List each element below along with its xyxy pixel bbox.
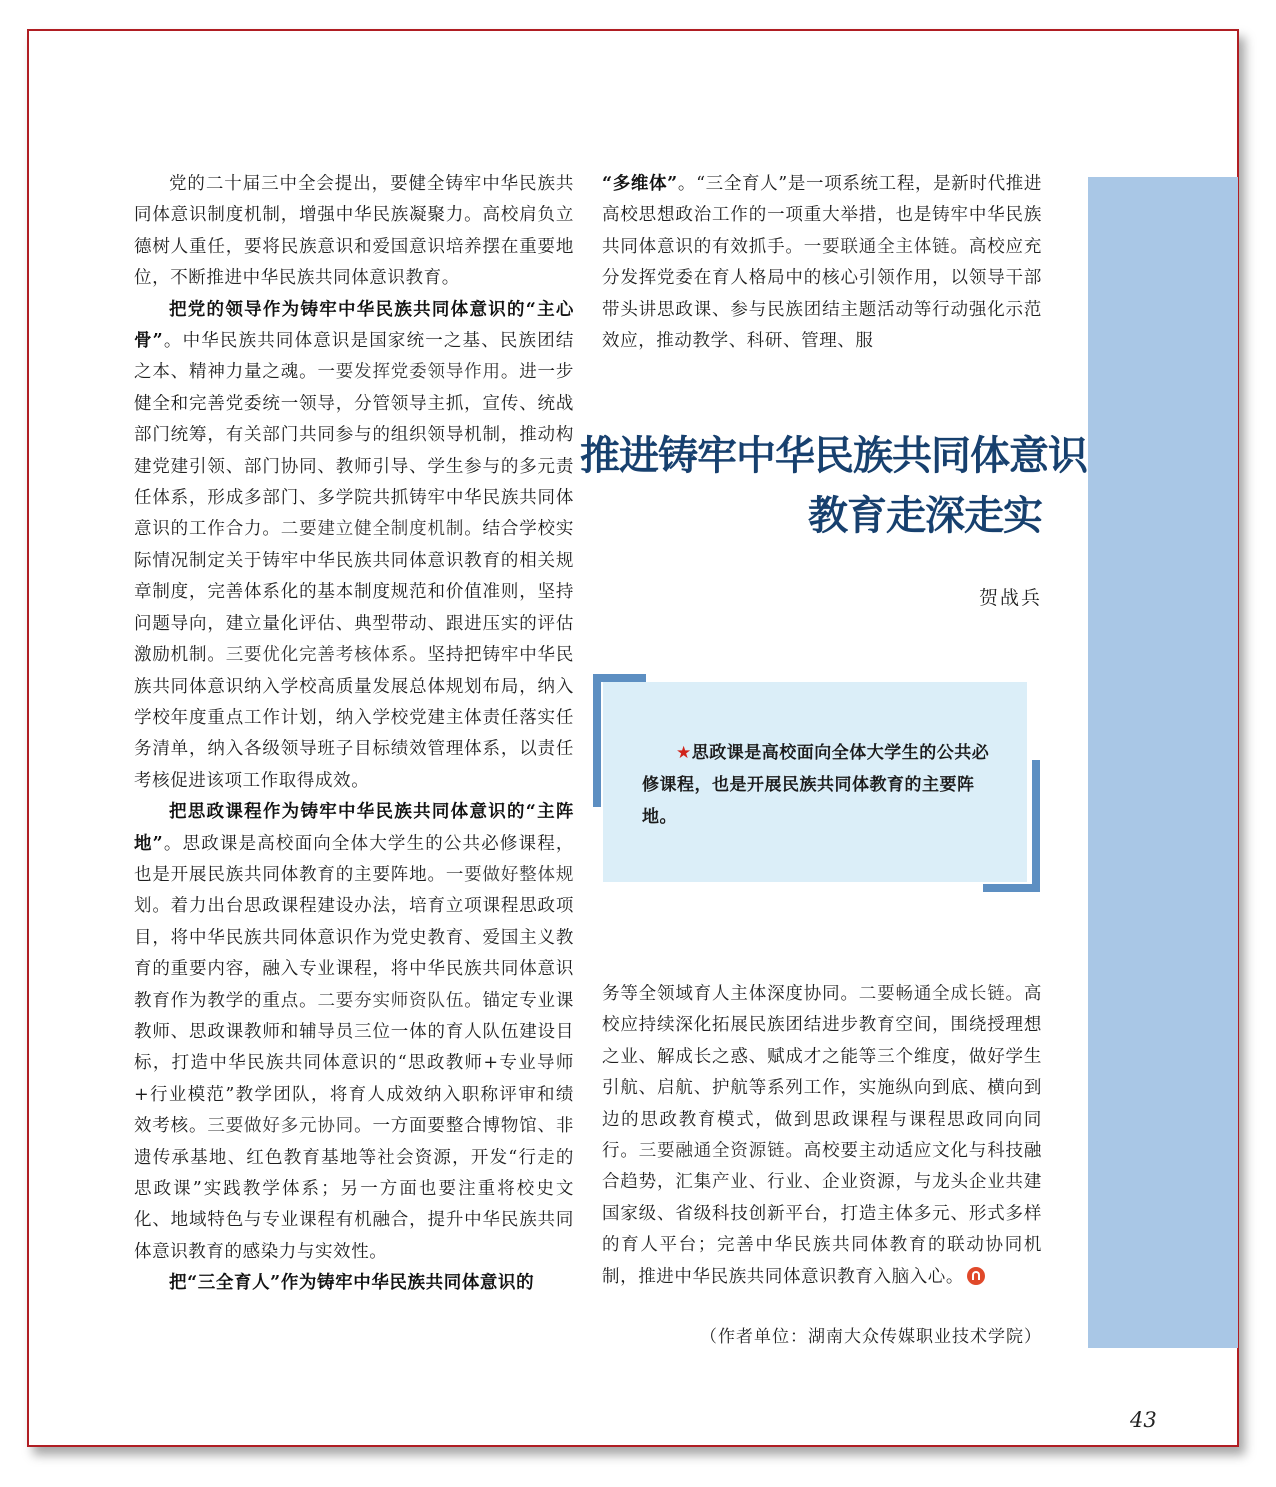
paragraph-party-leadership: 把党的领导作为铸牢中华民族共同体意识的“主心骨”。中华民族共同体意识是国家统一之基、民族团结之本、精神力量之魂。一要发挥党委领导作用。进一步健全和完善党委统一领导，分管领导主抓，宣传、统战部门统筹，有关部门共同参与的组织领导机制，推动构建党建引领、部门协同、教师引导、学生参与的多元责任体系，形成多部门、多学院共抓铸牢中华民族共同体意识的工作合力。二要建立健全制度机制。结合学校实际情况制定关于铸牢中华民族共同体意识教育的相关规章制度，完善体系化的基本制度规范和价值准则，坚持问题导向，建立量化评估、典型带动、跟进压实的评估激励机制。三要优化完善考核体系。坚持把铸牢中华民族共同体意识纳入学校高质量发展总体规划布局，纳入学校年度重点工作计划，纳入学校党建主体责任落实任务清单，纳入各级领导班子目标绩效管理体系，以责任考核促进该项工作取得成效。 [134, 299, 575, 791]
point-heading: 三要做好多元协同 [207, 1116, 355, 1137]
paragraph-intro: 党的二十届三中全会提出，要健全铸牢中华民族共同体意识制度机制，增强中华民族凝聚力。高校肩负立德树人重任，要将民族意识和爱国意识培养摆在重要地位，不断推进中华民族共同体意识教育。 [134, 174, 574, 289]
point-heading: 二要夯实师资队伍 [317, 990, 465, 1011]
point-heading: 二要建立健全制度机制 [280, 519, 465, 540]
title-line-2: 教育走深走实 [808, 493, 1042, 539]
column-right-bottom [602, 979, 1042, 1293]
section-heading-2: 把思政课程作为铸牢中华民族共同体意识的“主阵地” [134, 802, 574, 854]
end-mark-icon [967, 1267, 985, 1285]
paragraph-continued-2: 务等全领域育人主体深度协同。二要畅通全成长链。高校应持续深化拓展民族团结进步教育空间，围绕授理想之业、解成长之惑、赋成才之能等三个维度，做好学生引航、启航、护航等系列工作，实施纵向到底、横向到边的思政教育模式，做到思政课程与课程思政同向同行。三要融通全资源链。高校要主动适应文化与科技融合趋势，汇集产业、行业、企业资源，与龙头企业共建国家级、省级科技创新平台，打造主体多元、形式多样的育人平台；完善中华民族共同体教育的联动协同机制，推进中华民族共同体意识教育入脑入心。 [602, 984, 1042, 1287]
star-icon: ★ [676, 743, 692, 763]
section-heading-1: 把党的领导作为铸牢中华民族共同体意识的“主心骨” [134, 299, 574, 352]
author-affiliation: （作者单位：湖南大众传媒职业技术学院） [700, 1327, 1042, 1347]
section-heading-3: 把“三全育人”作为铸牢中华民族共同体意识的 [169, 1273, 535, 1294]
paragraph-three-wide [134, 1268, 574, 1299]
point-heading: 一要做好整体规划 [134, 864, 575, 917]
column-right-top [602, 169, 1042, 357]
pull-quote-text: ★思政课是高校面向全体大学生的公共必修课程，也是开展民族共同体教育的主要阵地。 [642, 743, 990, 827]
author-name: 贺战兵 [978, 587, 1042, 609]
point-heading: 三要融通全资源链 [638, 1141, 786, 1162]
point-heading: 三要优化完善考核体系 [225, 645, 410, 666]
quote-frame-corner [1032, 760, 1040, 892]
point-heading: 二要畅通全成长链 [858, 984, 1006, 1004]
paragraph-continued: “多维体”。“三全育人”是一项系统工程，是新时代推进高校思想政治工作的一项重大举措，也是铸牢中华民族共同体意识的有效抓手。一要联通全主体链。高校应充分发挥党委在育人格局中的核心引领作用，以领导干部带头讲思政课、参与民族团结主题活动等行动强化示范效应，推动教学、科研、管理、服 [602, 174, 1043, 352]
title-line-1: 推进铸牢中华民族共同体意识 [580, 433, 1087, 479]
column-left [134, 169, 574, 1300]
point-heading: 一要发挥党委领导作用 [317, 362, 501, 383]
paragraph-ideology-courses: 把思政课程作为铸牢中华民族共同体意识的“主阵地”。思政课是高校面向全体大学生的公共必修课程，也是开展民族共同体教育的主要阵地。一要做好整体规划。着力出台思政课程建设办法，培育立项课程思政项目，将中华民族共同体意识作为党史教育、爱国主义教育的重要内容，融入专业课程，将中华民族共同体意识教育作为教学的重点。二要夯实师资队伍。锚定专业课教师、思政课教师和辅导员三位一体的育人队伍建设目标，打造中华民族共同体意识的“思政教师+专业导师+行业模范”教学团队，将育人成效纳入职称评审和绩效考核。三要做好多元协同。一方面要整合博物馆、非遗传承基地、红色教育基地等社会资源，开发“行走的思政课”实践教学体系；另一方面也要注重将校史文化、地域特色与专业课程有机融合，提升中华民族共同体意识教育的感染力与实效性。 [134, 802, 575, 1262]
point-heading: 一要联通全主体链 [803, 236, 951, 257]
page-number: 43 [1130, 1408, 1157, 1432]
quote-frame-corner [593, 674, 601, 807]
section-heading-3-cont: “多维体” [602, 174, 678, 194]
article-title [580, 426, 1087, 546]
decorative-blue-bar [1088, 177, 1238, 1348]
